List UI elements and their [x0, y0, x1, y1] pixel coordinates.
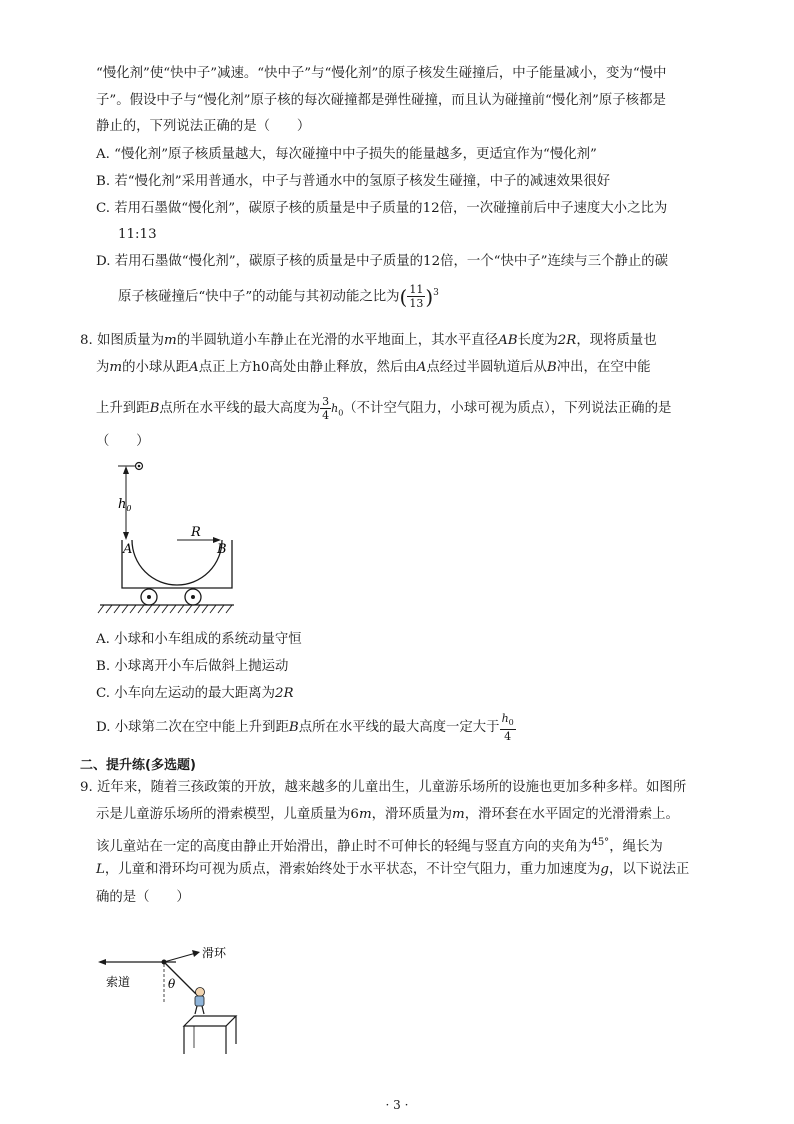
label-theta: θ [168, 977, 176, 991]
q7-fraction: $\frac{11}{13}$ [409, 283, 424, 311]
q8-line3: 上升到距B点所在水平线的最大高度为 $\frac{3}{4}$ $h_0$（不计空气阻力，小球可视为质点），下列说法正确的是 [96, 395, 672, 422]
label-ring: 滑环 [202, 946, 227, 960]
label-a: A [123, 542, 133, 557]
label-b: B [217, 542, 227, 557]
q7-option-d: D. 若用石墨做“慢化剂”，碳原子核的质量是中子质量的12倍，一个“快中子”连续与三个静止的碳 [96, 254, 669, 269]
q8-option-d: D. 小球第二次在空中能上升到距B点所在水平线的最大高度一定大于 $\frac{h_0}{4}$ [96, 712, 514, 744]
q8-option-d-fraction: $\frac{h_0}{4}$ [501, 712, 514, 744]
q9-line1: 9. 近年来，随着三孩政策的开放，越来越多的儿童出生，儿童游乐场所的设施也更加多种多样。如图所 [80, 780, 687, 795]
q8-line4: （ ） [96, 434, 150, 449]
label-h0: $h_0$ [118, 497, 132, 513]
q7-line3: 静止的，下列说法正确的是（ ） [96, 119, 311, 134]
q9-line2: 示是儿童游乐场所的滑索模型，儿童质量为6m，滑环质量为m，滑环套在水平固定的光滑滑索上。 [96, 807, 679, 822]
q9-line3: 该儿童站在一定的高度由静止开始滑出，静止时不可伸长的轻绳与竖直方向的夹角为$^{45^\circ}$，绳长为 [96, 837, 663, 855]
child-figure [195, 988, 205, 1015]
q7-option-d-cont: 原子核碰撞后“快中子”的动能与其初动能之比为( $\frac{11}{13}$ )$^3$ [118, 283, 439, 311]
semicircle-track [132, 540, 222, 585]
q8-line2: 为m的小球从距A点正上方h0高处由静止释放，然后由A点经过半圆轨道后从B冲出，在空中能 [96, 360, 651, 375]
q8-option-c: C. 小车向左运动的最大距离为2R [96, 686, 294, 701]
label-cable: 索道 [106, 975, 131, 989]
q7-line2: 子”。假设中子与“慢化剂”原子核的每次碰撞都是弹性碰撞，而且认为碰撞前“慢化剂”原子核都是 [96, 93, 666, 108]
section-heading: 二、提升练(多选题) [80, 758, 196, 773]
q9-line4: L，儿童和滑环均可视为质点，滑索始终处于水平状态，不计空气阻力，重力加速度为g，以下说法正 [96, 862, 690, 877]
q7-option-b: B. 若“慢化剂”采用普通水，中子与普通水中的氢原子核发生碰撞，中子的减速效果很好 [96, 174, 611, 189]
q7-option-c: C. 若用石墨做“慢化剂”，碳原子核的质量是中子质量的12倍，一次碰撞前后中子速度大小之比为 [96, 201, 668, 216]
q7-option-c-cont: 11:13 [118, 227, 157, 242]
ground-hatching [98, 605, 232, 613]
q7-option-d-text: 原子核碰撞后“快中子”的动能与其初动能之比为 [118, 289, 400, 305]
q8-option-a: A. 小球和小车组成的系统动量守恒 [96, 632, 302, 647]
q8-option-b: B. 小球离开小车后做斜上抛运动 [96, 659, 289, 674]
ring-pointer [164, 953, 196, 962]
label-r: R [191, 525, 201, 540]
q8-line1: 8. 如图质量为m的半圆轨道小车静止在光滑的水平地面上，其水平直径AB长度为2R，现将质量也 [80, 333, 657, 348]
platform [184, 1016, 236, 1054]
page-number: · 3 · [385, 1098, 409, 1112]
figure-zipline [96, 938, 256, 1058]
q8-fraction-3-4: $\frac{3}{4}$ [322, 395, 330, 422]
q7-exponent: 3 [433, 288, 439, 298]
q9-line5: 确的是（ ） [96, 890, 190, 905]
q7-line1: “慢化剂”使“快中子”减速。“快中子”与“慢化剂”的原子核发生碰撞后，中子能量减小，变为“慢中 [96, 66, 667, 81]
q7-option-a: A. “慢化剂”原子核质量越大，每次碰撞中中子损失的能量越多，更适宜作为“慢化剂” [96, 147, 597, 162]
figure-cart-track [96, 456, 246, 621]
